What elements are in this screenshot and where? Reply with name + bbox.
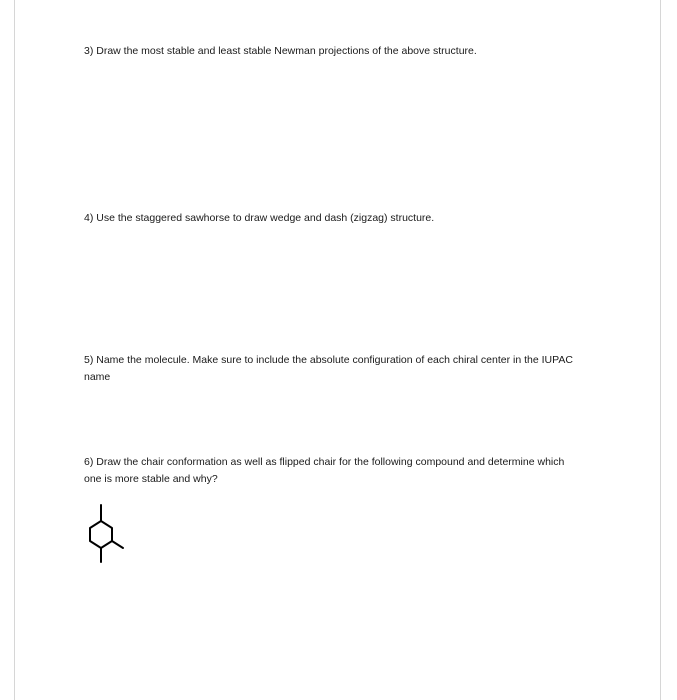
page-right-edge xyxy=(660,0,661,700)
question-6: 6) Draw the chair conformation as well as flipped chair for the following compound and determine which one is more stable and why? xyxy=(84,456,565,485)
question-4: 4) Use the staggered sawhorse to draw wedge and dash (zigzag) structure. xyxy=(84,212,435,224)
question-5: 5) Name the molecule. Make sure to include the absolute configuration of each chiral center in the IUPAC name xyxy=(84,354,573,383)
question-3: 3) Draw the most stable and least stable Newman projections of the above structure. xyxy=(84,45,477,57)
document-page xyxy=(15,0,660,700)
cyclohexane-structure-icon xyxy=(85,500,145,570)
